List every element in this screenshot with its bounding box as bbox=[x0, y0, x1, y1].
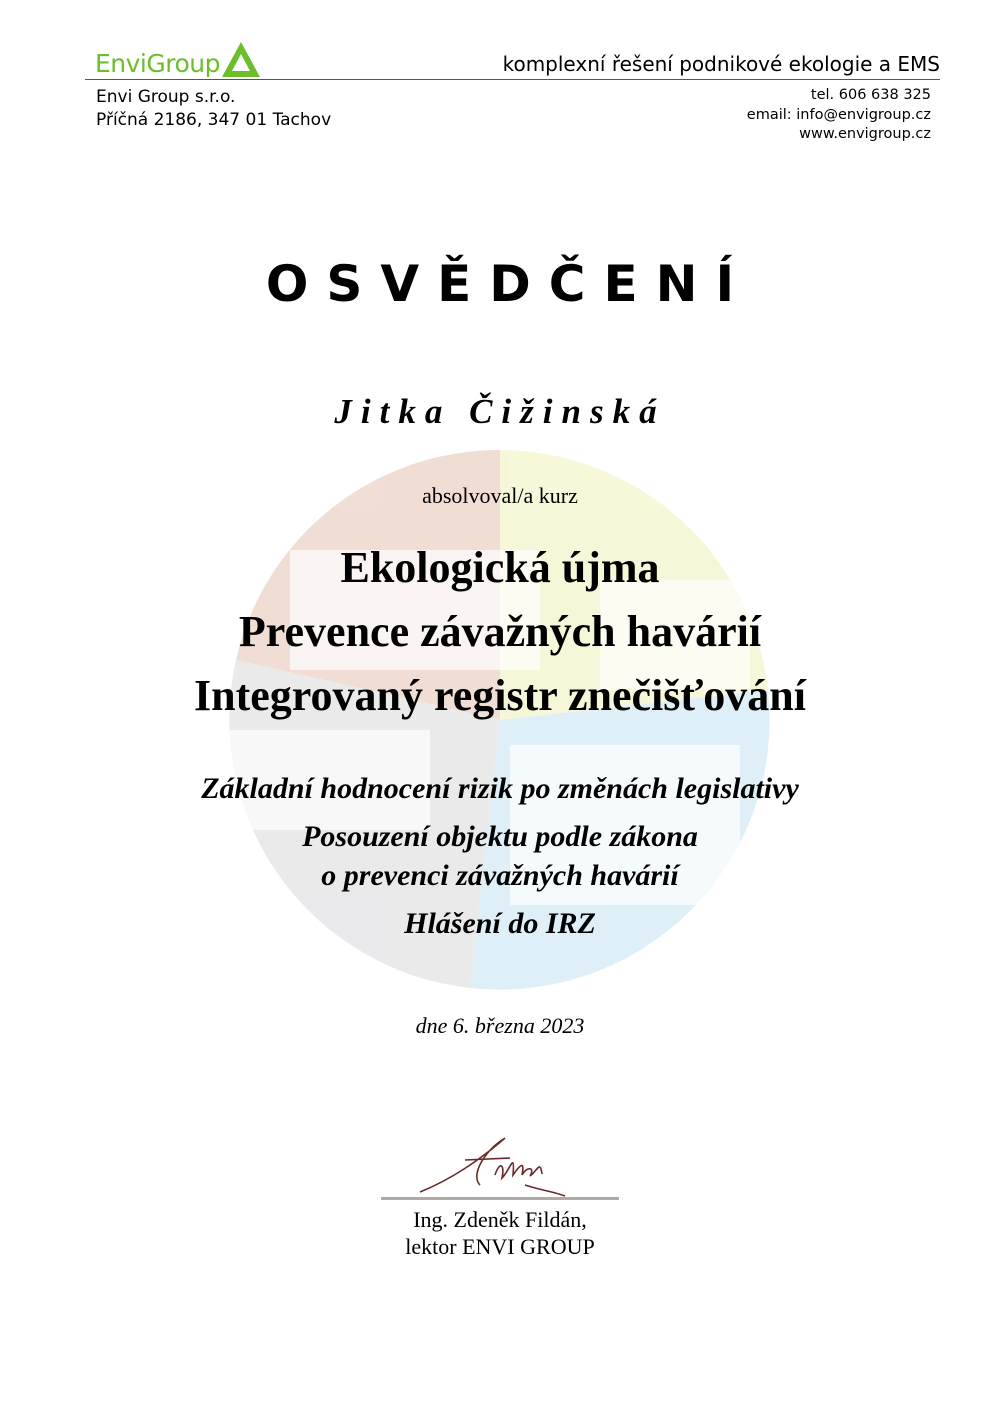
logo-text: EnviGroup bbox=[95, 49, 220, 78]
certificate-title: OSVĚDČENÍ bbox=[265, 255, 753, 313]
logo-triangle-icon bbox=[220, 40, 262, 80]
course-title: Integrovaný registr znečišťování bbox=[193, 671, 806, 720]
tagline: komplexní řešení podnikové ekologie a EMS bbox=[502, 52, 940, 76]
company-address bbox=[96, 86, 331, 132]
email[interactable]: email: info@envigroup.cz bbox=[746, 106, 931, 123]
street-address: Příčná 2186, 347 01 Tachov bbox=[96, 110, 332, 130]
course-title: Ekologická újma bbox=[340, 543, 660, 592]
course-topic: Posouzení objektu podle zákona bbox=[302, 820, 698, 853]
signatory-role: lektor ENVI GROUP bbox=[405, 1234, 595, 1259]
phone: tel. 606 638 325 bbox=[810, 87, 931, 103]
company-name: Envi Group s.r.o. bbox=[96, 87, 236, 107]
course-title: Prevence závažných havárií bbox=[238, 607, 762, 656]
header-divider bbox=[85, 79, 940, 80]
course-topic: o prevenci závažných havárií bbox=[321, 859, 679, 892]
recipient-name: Jitka Čižinská bbox=[334, 392, 666, 431]
signatory-name: Ing. Zdeněk Fildán, bbox=[413, 1207, 587, 1232]
website[interactable]: www.envigroup.cz bbox=[799, 126, 931, 142]
course-topic: Základní hodnocení rizik po změnách legislativy bbox=[201, 772, 799, 805]
envigroup-logo bbox=[95, 36, 262, 80]
completed-text: absolvoval/a kurz bbox=[422, 483, 578, 508]
signature-line bbox=[381, 1197, 619, 1200]
contact-info bbox=[747, 86, 931, 145]
certificate-date: dne 6. března 2023 bbox=[415, 1013, 585, 1038]
signature bbox=[410, 1130, 580, 1200]
course-topic: Hlášení do IRZ bbox=[404, 907, 596, 940]
